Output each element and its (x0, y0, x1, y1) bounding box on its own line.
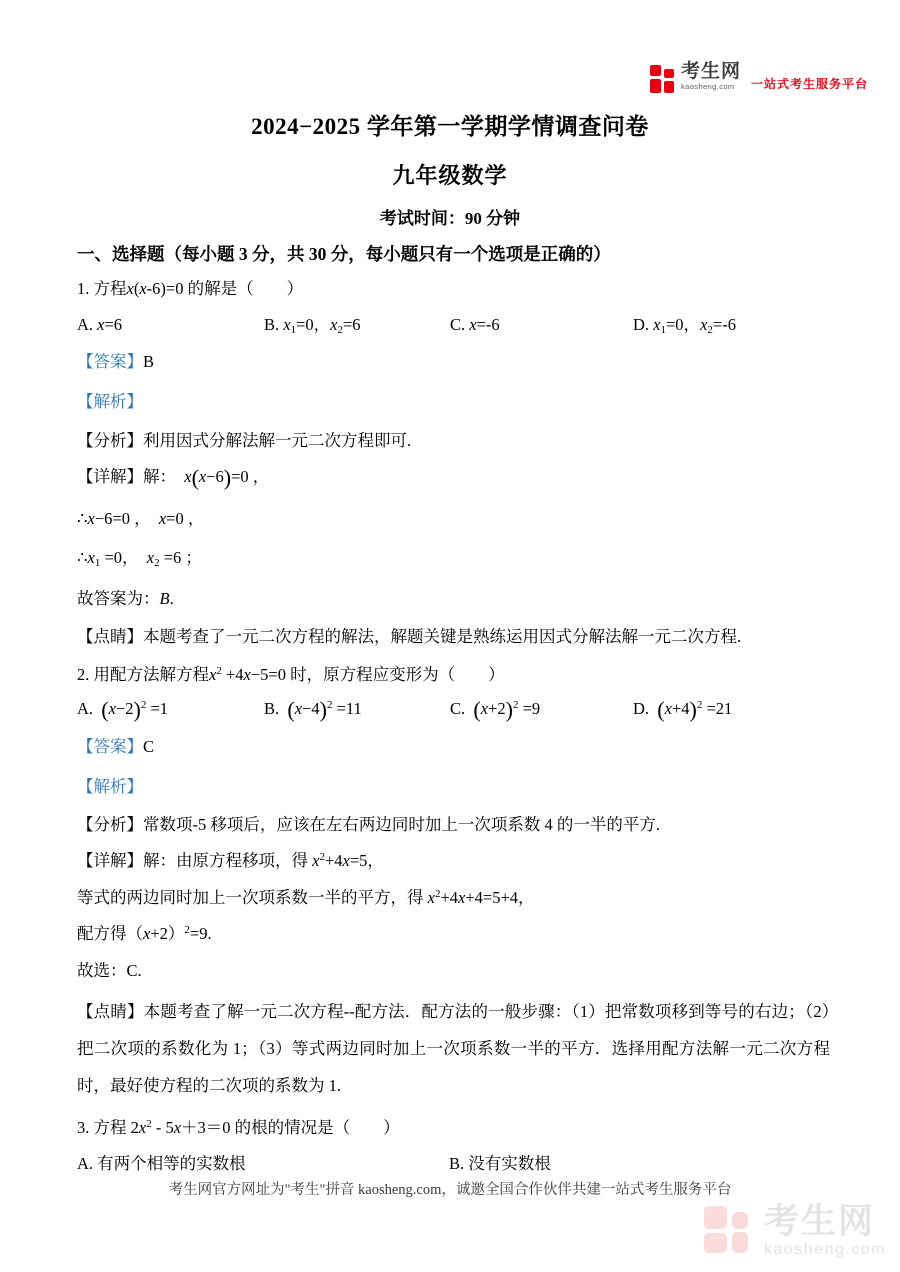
kaosheng-logo-icon (650, 62, 677, 94)
q2-analysis: 【分析】常数项-5 移项后，应该在左右两边同时加上一次项系数 4 的一半的平方. (77, 815, 660, 834)
exam-time: 考试时间：90 分钟 (379, 209, 521, 228)
logo-block (664, 69, 674, 78)
q2-solution: 【详解】解：由原方程移项，得 $x^2+4x=5$， (77, 851, 384, 870)
q1-option-d: D. $x_1=0$，$x_2=-6$ (633, 315, 736, 336)
q1-option-c: C. x=-6 (450, 315, 500, 334)
q1-option-b: B. $x_1=0$，$x_2=6$ (264, 315, 361, 336)
logo-block (650, 65, 661, 76)
watermark-block (704, 1206, 727, 1229)
watermark-block (732, 1232, 748, 1253)
logo-tagline: 一站式考生服务平台 (751, 77, 869, 91)
q2-conclusion: 故选：C. (77, 961, 142, 980)
watermark-brand-name: 考生网 (764, 1202, 876, 1241)
document-title: 2024−2025 学年第一学期学情调查问卷 (251, 114, 649, 139)
watermark-text (764, 1204, 886, 1258)
q2-remark: 【点睛】本题考查了解一元二次方程--配方法．配方法的一般步骤：（1）把常数项移到等号的右边；（2）把二次项的系数化为 1；（3）等式两边同时加上一次项系数一半的平方．选择用配方法解一元二次方程时，最好使方程的二次项的系数为 1. (77, 1002, 830, 1095)
q2-option-a: A. $(x-2)^2 =1$ (77, 697, 169, 722)
q2-option-b: B. $(x-4)^2 =11$ (264, 697, 362, 722)
q1-conclusion: 故答案为：B. (77, 589, 174, 608)
q2-option-d: D. $(x+4)^2 =21$ (633, 697, 733, 722)
section-heading: 一、选择题（每小题 3 分，共 30 分，每小题只有一个选项是正确的） (77, 244, 611, 264)
q1-option-a: A. x=6 (77, 315, 123, 334)
logo-block (664, 81, 674, 93)
watermark-block (732, 1212, 748, 1229)
logo-block (650, 79, 661, 93)
answer-label: 【答案】 (77, 737, 143, 756)
answer-value: C (143, 737, 155, 756)
footer-text: 考生网官方网址为"考生"拼音 kaosheng.com，诚邀全国合作伙伴共建一站式考生服务平台 (168, 1182, 732, 1198)
q1-analysis-label: 【解析】 (77, 392, 143, 411)
q2-options (77, 697, 830, 722)
q3-stem: 3. 方程 $2x^2 - 5x+3=0$ 的根的情况是（ ） (77, 1118, 400, 1137)
q2-analysis-label: 【解析】 (77, 777, 143, 796)
logo-brand-name: 考生网 (681, 61, 742, 82)
q3-option-a: A. 有两个相等的实数根 (77, 1154, 246, 1173)
q2-step-2: 配方得$(x+2)^2=9$. (77, 924, 212, 943)
logo-text (681, 62, 741, 91)
watermark (704, 1204, 886, 1258)
q2-step-1: 等式的两边同时加上一次项系数一半的平方，得 $x^2+4x+4=5+4$， (77, 888, 535, 907)
kaosheng-logo (650, 62, 868, 94)
watermark-domain: kaosheng.com (764, 1241, 887, 1258)
q2-stem: 2. 用配方法解方程$x^2 +4x-5=0$ 时，原方程应变形为（ ） (77, 665, 505, 684)
document-subtitle: 九年级数学 (392, 163, 508, 188)
answer-label: 【答案】 (77, 352, 143, 371)
q1-options (77, 314, 830, 335)
q1-solution: 【详解】解： x(x−6)=0 ， (77, 465, 270, 490)
document-body (0, 244, 900, 1174)
q2-answer-line (77, 736, 830, 757)
q1-analysis: 【分析】利用因式分解法解一元二次方程即可. (77, 431, 412, 450)
q1-remark: 【点睛】本题考查了一元二次方程的解法，解题关键是熟练运用因式分解法解一元二次方程. (77, 627, 742, 646)
q1-step-1: ∴x−6=0 ， x=0 ， (77, 509, 205, 528)
q1-answer-line (77, 351, 830, 372)
logo-domain: kaosheng.com (681, 82, 735, 91)
answer-value: B (143, 352, 155, 371)
q3-options (77, 1153, 830, 1174)
q1-stem: 1. 方程x(x-6)=0 的解是（ ） (77, 279, 304, 298)
kaosheng-watermark-icon (704, 1204, 758, 1254)
q1-step-2: $\therefore x_1 =0$， $x_2 =6$ ； (77, 548, 202, 569)
q2-option-c: C. $(x+2)^2 =9$ (450, 697, 541, 722)
watermark-block (704, 1233, 727, 1253)
q3-option-b: B. 没有实数根 (449, 1154, 551, 1173)
